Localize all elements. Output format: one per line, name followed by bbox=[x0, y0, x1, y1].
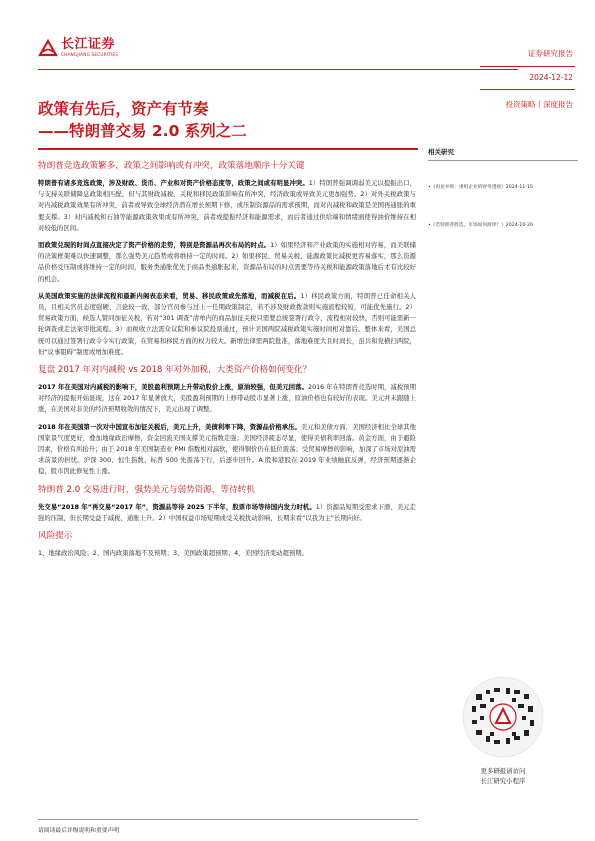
footer-rule bbox=[38, 819, 418, 820]
paragraph-lead: 2018 年在美国第一次对中国宣布加征关税后，美元上升，美债利率下降，资源品价格承压。 bbox=[38, 423, 301, 431]
paragraph-body: 1）特朗普强调调弱美元以提振出口，与支持关联储降息政策相匹配，但与其财政减税、关税和移民政策影响有所冲突，经济政策或导致美元更加强势。2）对外关税政策与对内减税政策效果有所冲突，前者或导致全球经济潜在增长预期下修，或压制资源品的需求预期，而对内减税和政策是美国再通胀的重要支撑。3）对内减税和石油等能源政策效果或有所冲突，前者或提振经济和能源需求，而后者通过供给端和情绪面使得油价维持在相对较低的区间。 bbox=[38, 180, 416, 232]
brand-mark-icon bbox=[38, 39, 58, 57]
paragraph bbox=[38, 422, 416, 478]
related-link[interactable]: •《若特朗普胜选，市场如何演绎？》2024-10-20 bbox=[428, 223, 534, 228]
paragraph-lead: 而政策兑现的时间点直接决定了资产价格的走势，特别是资源品再次布局的时点。 bbox=[38, 242, 271, 250]
paragraph bbox=[38, 502, 416, 524]
section-heading: 特朗普 2.0 交易进行时，强势美元与弱势资源，等待转机 bbox=[38, 484, 255, 495]
paragraph bbox=[38, 240, 416, 285]
page-title: 政策有先后，资产有节奏 bbox=[38, 100, 209, 118]
paragraph bbox=[38, 382, 416, 416]
section-heading: 复盘 2017 年对内减税 vs 2018 年对外加税，大类资产价格如何变化？ bbox=[38, 365, 312, 376]
paragraph-body: 1）资源品短期受需求下滑、美元走强的压制，但长期受益于减税、通胀上升。2）中国权益市场短期或受关税扰动影响，长期来看“以我为主”长期向好。 bbox=[38, 503, 416, 522]
brand-logo bbox=[38, 38, 118, 57]
paragraph-body: 1）移民政策方面，特朗普已任命相关人员，且相关官员态度强硬、言论较一致，部分官员参与过上一任期政策制定，若不涉及财政拨款则实施流程较短，可能优先施行。2）贸易政策方面，候选人赞同加征关税，若对“301 调查”清单内的商品加征关税只需要总统签署行政令，流程相对较快，否则可能需新一轮调查或走法案审批流程。3）而税收立法需众议院和参议院投票通过，预计美国两院减税政策实施时间相对靠后。整体来看，美国总统可以通过签署行政令令实行政策，在贸易和移民方面的权力较大。新增法律需两院批准，落地难度大且时间长，虽共和党横扫两院，但“议事阻碍”制度或增加难度。 bbox=[38, 292, 416, 356]
paragraph-lead: 特朗普有诸多竞选政策，涉及财政、货币、产业和对资产价格态度等，政策之间或有明显冲突。 bbox=[38, 180, 309, 187]
paragraph-body: 1）如果经济和产业政策的实施相对容易，而美联储的决策框架难以快速调整，那么强势美元趋势或将维持一定的时间。2）如果移民、贸易关税、能源政策比减税更容易落实，那么资源品价格受压制或将维持一定的时间，服务类通胀优先于商品类通胀起来，资源品布局的时点需要等待关税和能源政策落地后才有比较好的机会。 bbox=[38, 242, 416, 283]
report-type: 证券研究报告 bbox=[528, 49, 573, 58]
title-rule bbox=[38, 148, 418, 150]
related-link[interactable]: •《再论并购：重组企业的财务透视》2024-11-15 bbox=[428, 185, 534, 190]
section-heading: 特朗普竞选政策繁多，政策之间影响或有冲突，政策落地顺序十分关键 bbox=[38, 161, 305, 171]
paragraph bbox=[38, 178, 416, 234]
main-content bbox=[38, 160, 416, 565]
page-subtitle: ——特朗普交易 2.0 系列之二 bbox=[38, 122, 247, 140]
qr-caption: 长江研究小程序 bbox=[480, 777, 526, 785]
brand-name-en: CHANGJIANG SECURITIES bbox=[61, 52, 119, 57]
header-rule bbox=[38, 69, 518, 70]
meta-divider bbox=[480, 66, 575, 67]
qr-caption: 更多研报请访问 bbox=[480, 767, 526, 775]
paragraph-body: 2016 年在特朗普竞选时期，减税预期对经济的提振开始显现，这在 2017 年显著放大，美股盈利预期的上修带动股市显著上涨，原油价格也有较好的表现。美元并未跟随上涨，在美国对非美的经济预期收敛的情况下，美元出现了调整。 bbox=[38, 384, 416, 414]
risk-heading: 风险提示 bbox=[38, 531, 73, 542]
paragraph-body: 美元和美债方面，美国经济相比全球其他国家景气度更好，叠加地缘政治摩擦，资金回流美国支撑美元指数走强；美国经济疲态尽显，使得美债利率回落。黄金方面，由于避险因素，价格有所抬升；由于 2018 年美国制造业 PMI 指数相对羸软，使得铜价仍在低位震荡；受贸易摩擦的影响，加深了市场对原油需求前景的担忧。沪深 300、恒生指数、标普 500 先震荡下行，后逐步回升。A 股和港股在 2019 年业绩触底反弹，经济预期逐渐企稳，股市因此修复性上涨。 bbox=[38, 423, 416, 476]
risk-text: 1、地缘政治风险；2、国内政策落地不及预期；3、美国政策超预期；4、美国经济变动超预期。 bbox=[38, 550, 308, 558]
qr-code-icon[interactable] bbox=[462, 676, 544, 758]
paragraph-lead: 从美国政策实施的法律流程和最新内阁表态来看，贸易、移民政策或先落地，而减税在后。 bbox=[38, 292, 301, 300]
paragraph-lead: 2017 年在美国对内减税的影响下，美股盈利预期上升带动股价上涨，原油较强，但美元回落。 bbox=[38, 384, 309, 392]
paragraph bbox=[38, 291, 416, 358]
meta-divider bbox=[480, 89, 575, 90]
paragraph-lead: 先交易“2018 年”再交易“2017 年”，资源品等待 2025 下半年，股票市场等待国内发力时机。 bbox=[38, 503, 316, 511]
report-date: 2024-12-12 bbox=[529, 73, 573, 82]
report-category: 投资策略丨深度报告 bbox=[505, 100, 573, 109]
related-title: 相关研究 bbox=[428, 148, 454, 156]
footer-disclaimer[interactable]: 请阅读最后评级说明和重要声明 bbox=[38, 828, 120, 834]
brand-name: 长江证券 bbox=[61, 37, 116, 52]
sidebar-rule bbox=[428, 160, 578, 161]
